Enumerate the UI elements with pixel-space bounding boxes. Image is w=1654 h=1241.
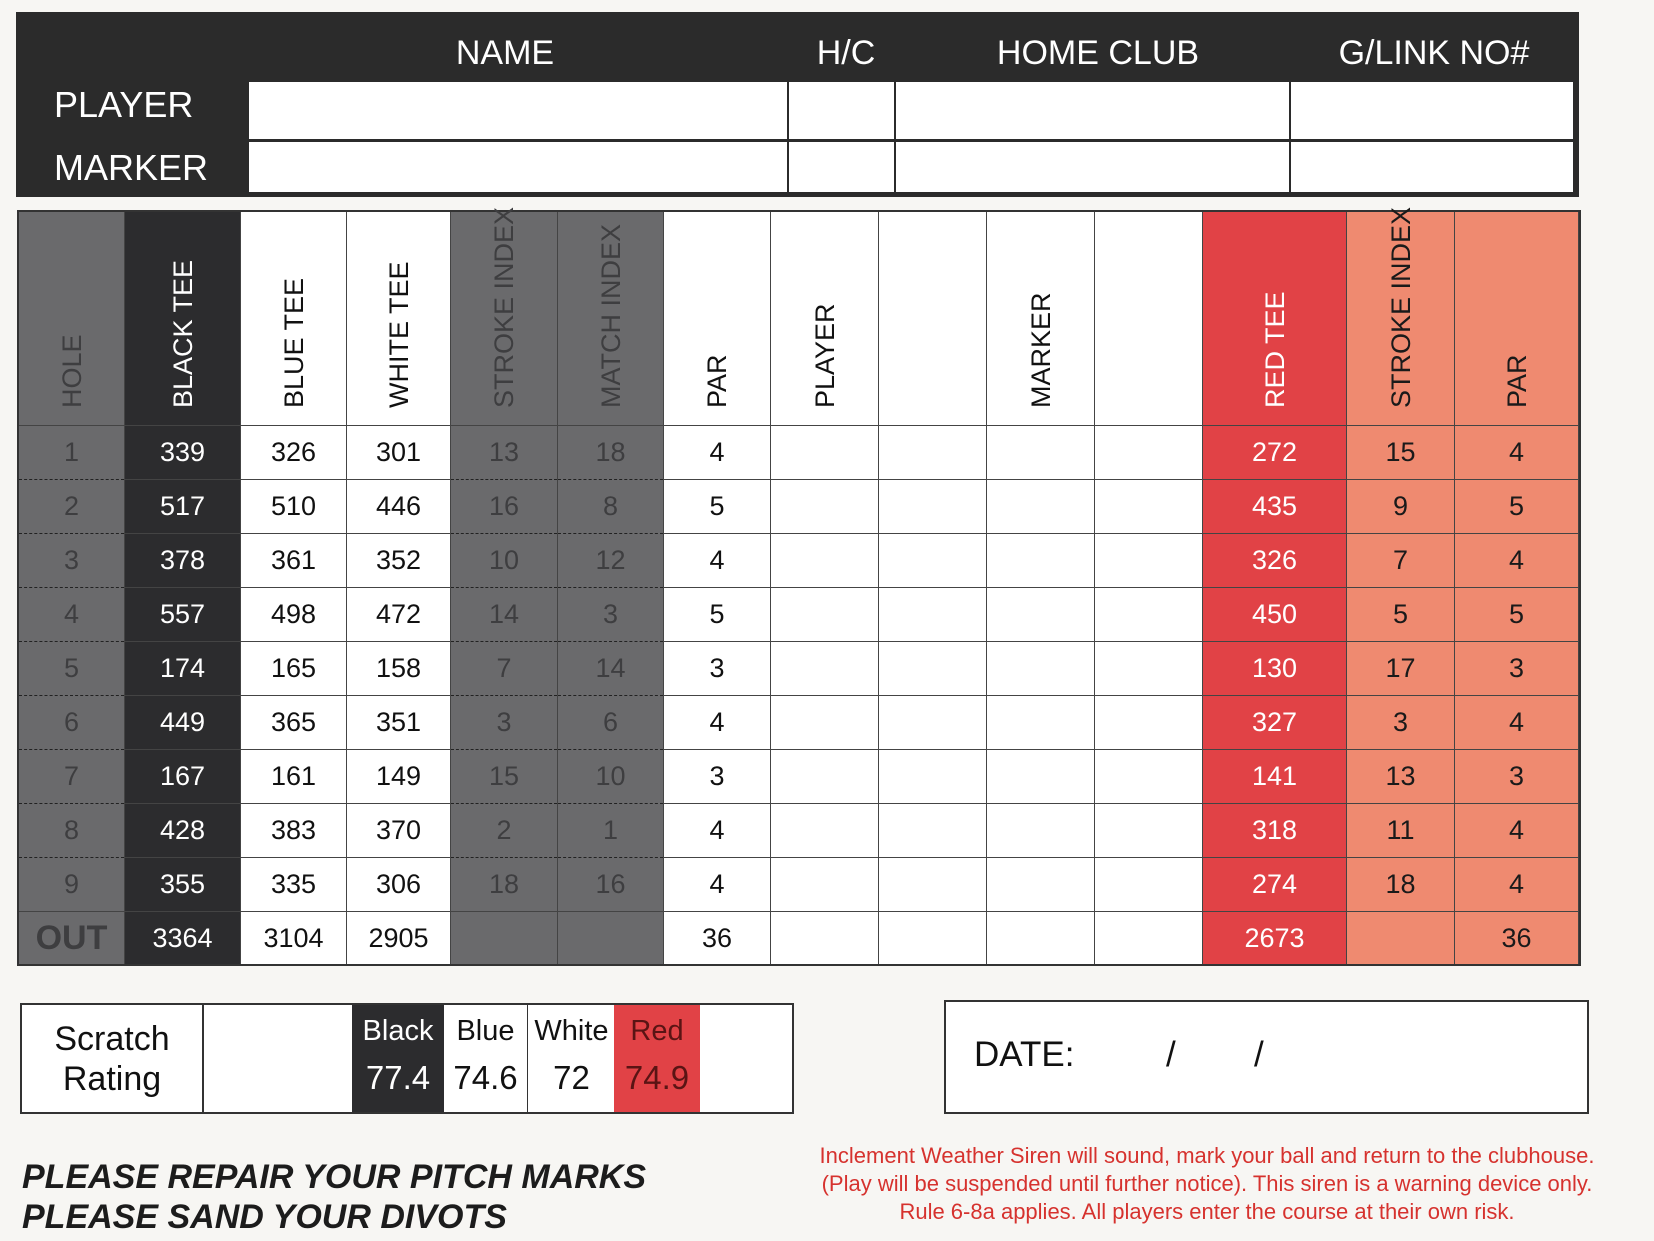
hole-9-player[interactable] (771, 858, 878, 912)
hole-7-red-stroke-index: 13 (1347, 750, 1454, 804)
rating-black (352, 1005, 444, 1112)
hole-8-match-index: 1 (558, 804, 663, 858)
column-red-par (1455, 212, 1579, 964)
column-header-match-index (558, 212, 663, 426)
hole-7-red-par: 3 (1455, 750, 1578, 804)
marker-name-field[interactable] (249, 142, 787, 192)
hole-9-blank-2[interactable] (1095, 858, 1202, 912)
out-total-stroke-index (451, 912, 557, 964)
header-home-club: HOME CLUB (996, 34, 1200, 72)
hole-7-match-index: 10 (558, 750, 663, 804)
date-separator: / (1166, 1035, 1176, 1074)
column-par (664, 212, 771, 964)
hole-1-blue-tee: 326 (241, 426, 346, 480)
hole-4-red-tee: 450 (1203, 588, 1346, 642)
out-total-marker (987, 912, 1094, 964)
hole-9-stroke-index: 18 (451, 858, 557, 912)
hole-1-par: 4 (664, 426, 770, 480)
hole-8-stroke-index: 2 (451, 804, 557, 858)
column-header-blank-1 (879, 212, 986, 426)
hole-6-hole: 6 (19, 696, 124, 750)
hole-1-blank-2[interactable] (1095, 426, 1202, 480)
out-total-player (771, 912, 878, 964)
rating-blue-value: 74.6 (453, 1059, 518, 1096)
column-marker (987, 212, 1095, 964)
notice-pitch-marks: PLEASE REPAIR YOUR PITCH MARKS (22, 1158, 647, 1196)
rating-blue-name: Blue (456, 1015, 515, 1047)
hole-1-stroke-index: 13 (451, 426, 557, 480)
header-entry-grid (247, 80, 1575, 194)
out-total-blank-2 (1095, 912, 1202, 964)
out-total-white-tee: 2905 (368, 922, 429, 953)
hole-6-black-tee: 449 (125, 696, 240, 750)
out-total-hole: OUT (35, 918, 108, 957)
rating-white (529, 1005, 614, 1112)
hole-8-blue-tee: 383 (241, 804, 346, 858)
hole-4-black-tee: 557 (125, 588, 240, 642)
column-red-stroke-index (1347, 206, 1455, 964)
hole-4-white-tee: 472 (347, 588, 450, 642)
scratch-rating-label (22, 1005, 204, 1112)
hole-1-match-index: 18 (558, 426, 663, 480)
column-header-red-par (1455, 212, 1578, 426)
hole-3-player[interactable] (771, 534, 878, 588)
hole-3-par: 4 (664, 534, 770, 588)
out-total-red-tee: 2673 (1244, 922, 1305, 953)
hole-3-red-stroke-index: 7 (1347, 534, 1454, 588)
column-header-label: STROKE INDEX (489, 206, 519, 408)
hole-2-blank-1[interactable] (879, 480, 986, 534)
hole-7-hole: 7 (19, 750, 124, 804)
hole-4-blue-tee: 498 (241, 588, 346, 642)
hole-2-blank-2[interactable] (1095, 480, 1202, 534)
column-player (771, 212, 879, 964)
hole-5-par: 3 (664, 642, 770, 696)
weather-warning-line3: Rule 6-8a applies. All players enter the course at their own risk. (899, 1199, 1515, 1224)
hole-4-par: 5 (664, 588, 770, 642)
column-white-tee (347, 212, 451, 964)
hole-4-red-par: 5 (1455, 588, 1578, 642)
player-glink-field[interactable] (1291, 82, 1573, 139)
hole-4-hole: 4 (19, 588, 124, 642)
hole-5-marker[interactable] (987, 642, 1094, 696)
column-blank-2 (1095, 212, 1203, 964)
hole-9-blank-1[interactable] (879, 858, 986, 912)
hole-8-marker[interactable] (987, 804, 1094, 858)
header-glink-no: G/LINK NO# (1338, 34, 1530, 72)
hole-2-white-tee: 446 (347, 480, 450, 534)
hole-2-par: 5 (664, 480, 770, 534)
hole-8-black-tee: 428 (125, 804, 240, 858)
column-blue-tee (241, 212, 347, 964)
column-header-label: PAR (1501, 354, 1532, 408)
hole-2-red-stroke-index: 9 (1347, 480, 1454, 534)
hole-4-player[interactable] (771, 588, 878, 642)
column-match-index (558, 212, 664, 964)
column-hole (19, 212, 125, 964)
column-header-label: MATCH INDEX (595, 223, 626, 408)
hole-8-white-tee: 370 (347, 804, 450, 858)
hole-8-red-par: 4 (1455, 804, 1578, 858)
scorecard-header (16, 12, 1579, 197)
hole-5-stroke-index: 7 (451, 642, 557, 696)
date-label: DATE: (974, 1035, 1075, 1074)
column-header-blue-tee (241, 212, 346, 426)
weather-warning (760, 1142, 1654, 1226)
hole-1-white-tee: 301 (347, 426, 450, 480)
hole-3-blank-2[interactable] (1095, 534, 1202, 588)
rating-black-value: 77.4 (365, 1059, 431, 1096)
column-header-stroke-index (451, 206, 557, 426)
hole-4-stroke-index: 14 (451, 588, 557, 642)
hole-7-red-tee: 141 (1203, 750, 1346, 804)
column-header-label: BLACK TEE (167, 259, 198, 408)
column-red-tee (1203, 212, 1347, 964)
hole-1-blank-1[interactable] (879, 426, 986, 480)
date-separator: / (1254, 1035, 1264, 1074)
column-header-red-stroke-index (1347, 206, 1454, 426)
hole-3-white-tee: 352 (347, 534, 450, 588)
hole-5-red-tee: 130 (1203, 642, 1346, 696)
hole-3-blank-1[interactable] (879, 534, 986, 588)
rating-blue (444, 1005, 528, 1112)
hole-3-stroke-index: 10 (451, 534, 557, 588)
hole-5-blank-2[interactable] (1095, 642, 1202, 696)
hole-6-red-par: 4 (1455, 696, 1578, 750)
column-stroke-index (451, 206, 558, 964)
hole-5-white-tee: 158 (347, 642, 450, 696)
column-header-marker (987, 212, 1094, 426)
hole-1-red-par: 4 (1455, 426, 1578, 480)
player-name-field[interactable] (249, 82, 787, 139)
hole-1-hole: 1 (19, 426, 124, 480)
hole-5-red-par: 3 (1455, 642, 1578, 696)
header-name: NAME (455, 34, 555, 72)
column-header-blank-2 (1095, 212, 1202, 426)
hole-9-blue-tee: 335 (241, 858, 346, 912)
hole-6-blue-tee: 365 (241, 696, 346, 750)
date-box[interactable] (944, 1000, 1589, 1114)
hole-2-stroke-index: 16 (451, 480, 557, 534)
hole-5-black-tee: 174 (125, 642, 240, 696)
scratch-rating (20, 1003, 794, 1114)
column-header-player (771, 212, 878, 426)
column-header-label: HOLE (56, 334, 87, 408)
hole-5-match-index: 14 (558, 642, 663, 696)
hole-5-red-stroke-index: 17 (1347, 642, 1454, 696)
hole-4-red-stroke-index: 5 (1347, 588, 1454, 642)
hole-5-blue-tee: 165 (241, 642, 346, 696)
hole-2-red-par: 5 (1455, 480, 1578, 534)
hole-7-marker[interactable] (987, 750, 1094, 804)
hole-6-white-tee: 351 (347, 696, 450, 750)
hole-9-white-tee: 306 (347, 858, 450, 912)
hole-3-blue-tee: 361 (241, 534, 346, 588)
scratch-rating-label-line2: Rating (62, 1059, 162, 1098)
hole-4-blank-2[interactable] (1095, 588, 1202, 642)
column-header-black-tee (125, 212, 240, 426)
hole-3-red-tee: 326 (1203, 534, 1346, 588)
hole-8-player[interactable] (771, 804, 878, 858)
hole-2-red-tee: 435 (1203, 480, 1346, 534)
hole-1-red-tee: 272 (1203, 426, 1346, 480)
hole-4-marker[interactable] (987, 588, 1094, 642)
weather-warning-line2: (Play will be suspended until further notice). This siren is a warning device only. (821, 1171, 1593, 1196)
out-total-red-par: 36 (1501, 922, 1532, 953)
header-row-player: PLAYER (54, 84, 194, 125)
hole-3-hole: 3 (19, 534, 124, 588)
rating-black-name: Black (362, 1015, 434, 1047)
rating-red-value: 74.9 (624, 1059, 690, 1096)
out-total-red-stroke-index (1347, 912, 1454, 964)
hole-6-red-tee: 327 (1203, 696, 1346, 750)
hole-9-black-tee: 355 (125, 858, 240, 912)
hole-6-match-index: 6 (558, 696, 663, 750)
hole-9-red-tee: 274 (1203, 858, 1346, 912)
hole-7-blue-tee: 161 (241, 750, 346, 804)
hole-7-stroke-index: 15 (451, 750, 557, 804)
hole-1-black-tee: 339 (125, 426, 240, 480)
hole-8-hole: 8 (19, 804, 124, 858)
hole-9-marker[interactable] (987, 858, 1094, 912)
column-header-label: MARKER (1025, 292, 1056, 408)
hole-8-par: 4 (664, 804, 770, 858)
hole-6-stroke-index: 3 (451, 696, 557, 750)
hole-2-hole: 2 (19, 480, 124, 534)
hole-6-blank-1[interactable] (879, 696, 986, 750)
hole-6-player[interactable] (771, 696, 878, 750)
hole-5-blank-1[interactable] (879, 642, 986, 696)
column-header-label: WHITE TEE (383, 261, 414, 408)
hole-4-match-index: 3 (558, 588, 663, 642)
hole-7-white-tee: 149 (347, 750, 450, 804)
out-total-black-tee: 3364 (152, 922, 213, 953)
hole-7-par: 3 (664, 750, 770, 804)
marker-home-club-field[interactable] (896, 142, 1289, 192)
hole-2-blue-tee: 510 (241, 480, 346, 534)
hole-9-red-stroke-index: 18 (1347, 858, 1454, 912)
hole-8-red-tee: 318 (1203, 804, 1346, 858)
scratch-rating-label-line1: Scratch (54, 1019, 170, 1058)
out-total-par: 36 (701, 922, 733, 953)
marker-glink-field[interactable] (1291, 142, 1573, 192)
notice-divots: PLEASE SAND YOUR DIVOTS (22, 1198, 507, 1236)
hole-8-blank-1[interactable] (879, 804, 986, 858)
rating-red-name: Red (630, 1015, 684, 1047)
column-header-label: PLAYER (809, 303, 840, 408)
hole-3-red-par: 4 (1455, 534, 1578, 588)
column-header-label: BLUE TEE (278, 277, 309, 408)
column-black-tee (125, 212, 241, 964)
column-header-label: RED TEE (1259, 291, 1290, 408)
hole-3-black-tee: 378 (125, 534, 240, 588)
hole-7-player[interactable] (771, 750, 878, 804)
hole-4-blank-1[interactable] (879, 588, 986, 642)
hole-1-player[interactable] (771, 426, 878, 480)
header-handicap: H/C (816, 34, 876, 72)
column-header-hole (19, 212, 124, 426)
column-header-label: PAR (702, 354, 732, 408)
hole-6-par: 4 (664, 696, 770, 750)
hole-2-black-tee: 517 (125, 480, 240, 534)
hole-1-red-stroke-index: 15 (1347, 426, 1454, 480)
hole-9-par: 4 (664, 858, 770, 912)
out-total-blank-1 (879, 912, 986, 964)
hole-2-marker[interactable] (987, 480, 1094, 534)
column-blank-1 (879, 212, 987, 964)
column-header-red-tee (1203, 212, 1346, 426)
column-header-white-tee (347, 212, 450, 426)
hole-5-hole: 5 (19, 642, 124, 696)
hole-3-marker[interactable] (987, 534, 1094, 588)
column-header-label: STROKE INDEX (1385, 206, 1416, 408)
column-header-par (664, 212, 770, 426)
hole-7-black-tee: 167 (125, 750, 240, 804)
out-total-blue-tee: 3104 (263, 922, 324, 953)
hole-9-red-par: 4 (1455, 858, 1578, 912)
player-home-club-field[interactable] (896, 82, 1289, 139)
out-total-match-index (558, 912, 663, 964)
hole-2-player[interactable] (771, 480, 878, 534)
rating-red (614, 1005, 700, 1112)
hole-7-blank-1[interactable] (879, 750, 986, 804)
rating-white-value: 72 (553, 1059, 590, 1096)
marker-handicap-field[interactable] (789, 142, 894, 192)
player-handicap-field[interactable] (789, 82, 894, 139)
hole-3-match-index: 12 (558, 534, 663, 588)
hole-9-hole: 9 (19, 858, 124, 912)
hole-9-match-index: 16 (558, 858, 663, 912)
hole-1-marker[interactable] (987, 426, 1094, 480)
hole-6-blank-2[interactable] (1095, 696, 1202, 750)
weather-warning-line1: Inclement Weather Siren will sound, mark your ball and return to the clubhouse. (819, 1143, 1595, 1168)
hole-6-red-stroke-index: 3 (1347, 696, 1454, 750)
hole-8-blank-2[interactable] (1095, 804, 1202, 858)
score-table (17, 206, 1581, 966)
hole-7-blank-2[interactable] (1095, 750, 1202, 804)
header-row-marker: MARKER (54, 147, 209, 188)
hole-2-match-index: 8 (558, 480, 663, 534)
hole-5-player[interactable] (771, 642, 878, 696)
hole-8-red-stroke-index: 11 (1347, 804, 1454, 858)
hole-6-marker[interactable] (987, 696, 1094, 750)
rating-white-name: White (534, 1015, 609, 1047)
